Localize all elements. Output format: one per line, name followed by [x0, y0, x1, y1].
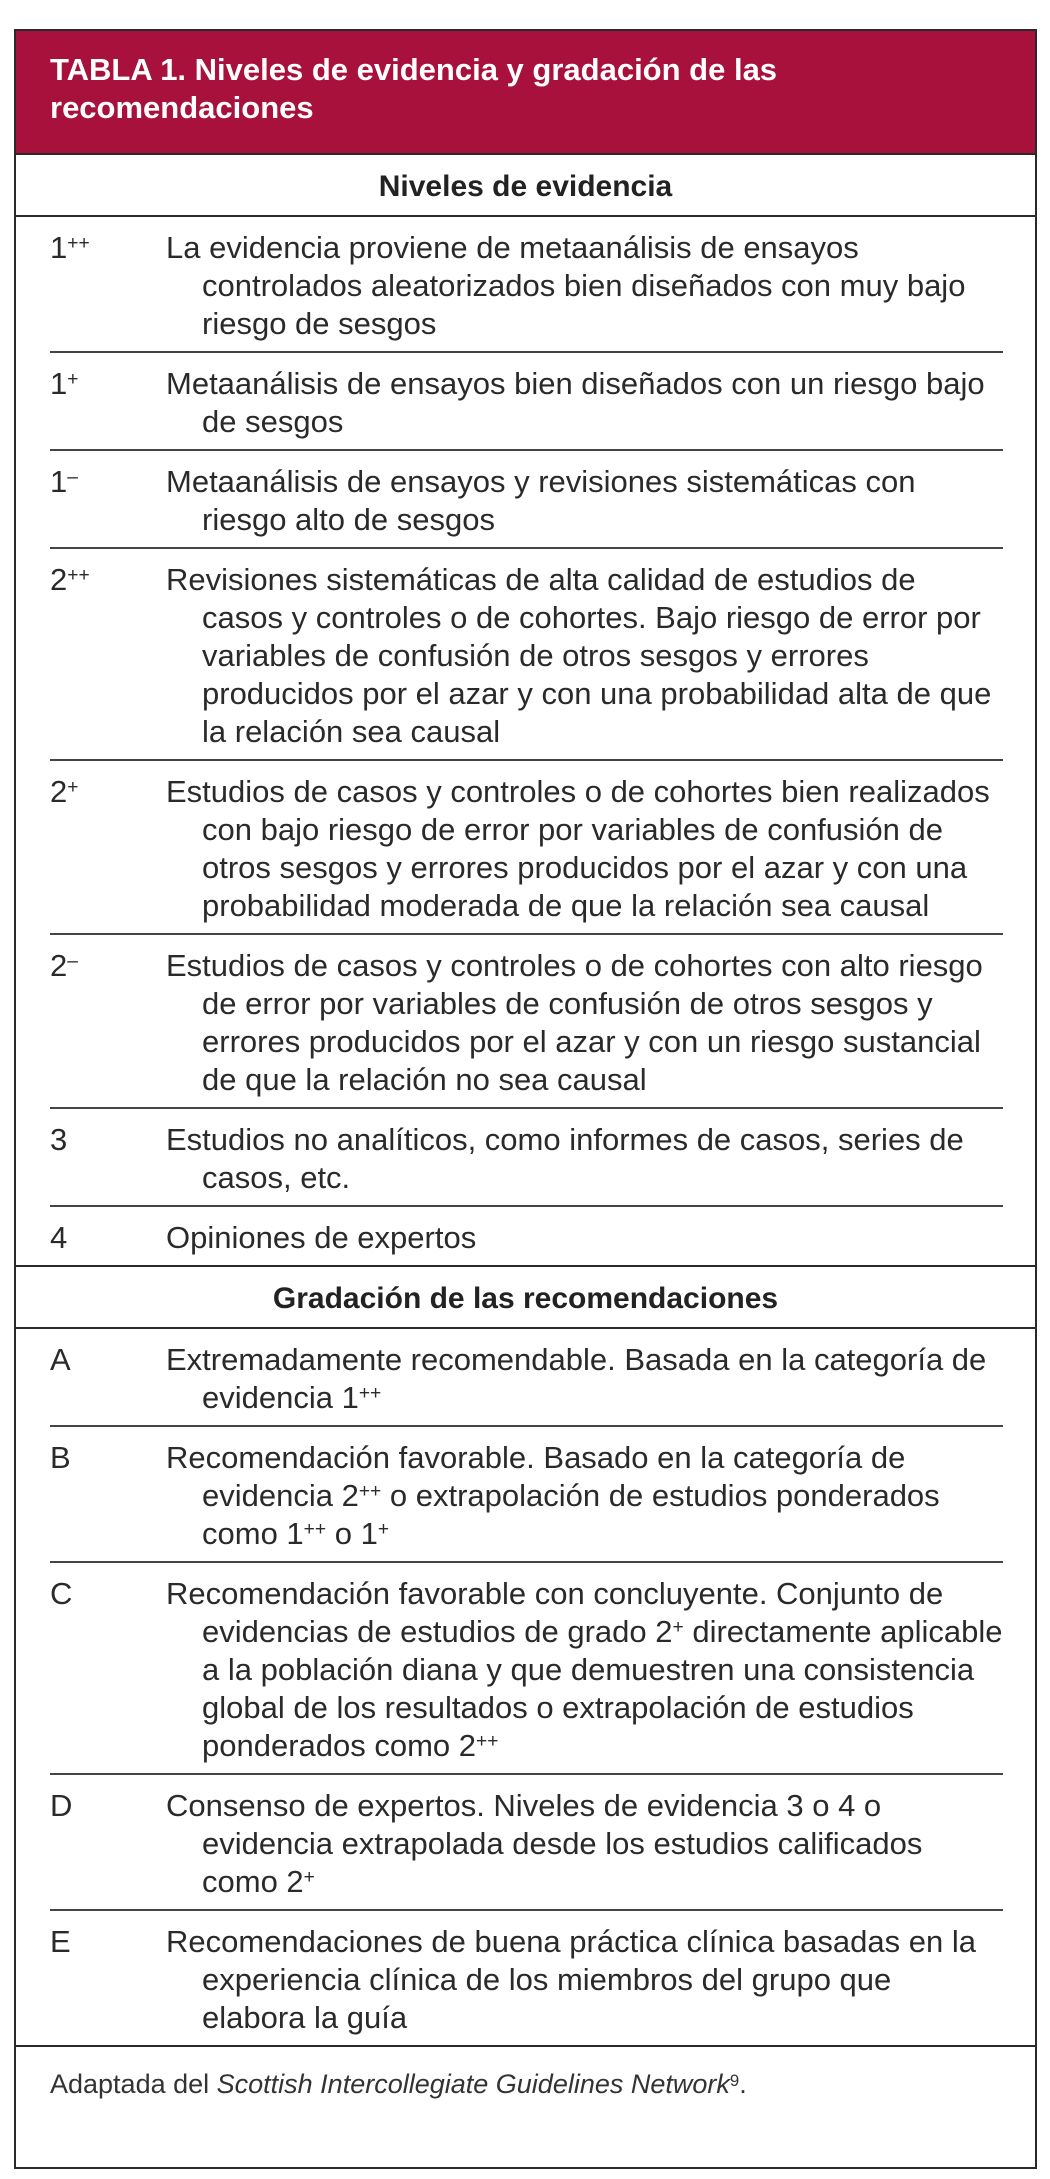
evidence-level-number: 2 — [50, 948, 68, 983]
evidence-level-number: 1 — [50, 464, 68, 499]
grade-text: o 1 — [326, 1516, 378, 1551]
grade-description — [166, 1329, 1003, 1417]
grades-list — [16, 1329, 1035, 2045]
grade-superscript: + — [377, 1519, 390, 1540]
grade-row — [50, 1563, 1003, 1775]
grade-text: directamente aplicable a la población diana y que demuestren una consistencia global de los resultados o extrapolación de estudios ponderados como 2 — [202, 1614, 1003, 1763]
grade-text: o extrapolación de estudios ponderados como 1 — [202, 1478, 940, 1551]
grade-text: Extremadamente recomendable. Basada en la categoría de evidencia 1 — [166, 1342, 987, 1415]
footnote-prefix: Adaptada del — [50, 2069, 217, 2099]
evidence-level-description: Metaanálisis de ensayos bien diseñados con un riesgo bajo de sesgos — [166, 366, 985, 439]
evidence-row — [50, 549, 1003, 761]
evidence-level-code — [50, 1109, 166, 1197]
footnote-suffix: . — [739, 2069, 747, 2099]
footnote-source: Scottish Intercollegiate Guidelines Network — [216, 2069, 730, 2099]
grade-superscript: + — [672, 1617, 684, 1638]
evidence-level-number: 2 — [50, 562, 68, 597]
grade-superscript: ++ — [358, 1481, 382, 1502]
evidence-level-number: 2 — [50, 774, 68, 809]
evidence-row — [50, 451, 1003, 549]
grade-row — [50, 1329, 1003, 1427]
evidence-row — [50, 217, 1003, 353]
evidence-level-modifier: – — [67, 467, 78, 488]
evidence-table — [14, 29, 1037, 2169]
evidence-row — [50, 1207, 1003, 1265]
evidence-level-code — [50, 1207, 166, 1257]
evidence-level-number: 4 — [50, 1220, 68, 1255]
grade-letter: E — [50, 1924, 71, 1959]
evidence-level-modifier: ++ — [67, 233, 90, 254]
grade-row — [50, 1911, 1003, 2045]
evidence-row — [50, 353, 1003, 451]
grade-description — [166, 1427, 1003, 1553]
evidence-level-description: La evidencia proviene de metaanálisis de ensayos controlados aleatorizados bien diseñados con muy bajo riesgo de sesgos — [166, 230, 966, 341]
grade-letter: B — [50, 1440, 71, 1475]
evidence-level-description: Estudios de casos y controles o de cohortes bien realizados con bajo riesgo de error por variables de confusión de otros sesgos y errores producidos por el azar y con una probabilidad moderada de que la relación sea causal — [166, 774, 990, 923]
grade-superscript: + — [303, 1867, 315, 1888]
evidence-level-number: 3 — [50, 1122, 68, 1157]
grade-description — [166, 1911, 1003, 2037]
evidence-level-code — [50, 549, 166, 751]
evidence-level-modifier: + — [67, 777, 79, 798]
evidence-level-modifier: ++ — [67, 565, 90, 586]
evidence-level-number: 1 — [50, 230, 68, 265]
evidence-row — [50, 1109, 1003, 1207]
grade-superscript: ++ — [358, 1383, 382, 1404]
grade-letter: C — [50, 1576, 73, 1611]
grade-description — [166, 1775, 1003, 1901]
grade-superscript: ++ — [476, 1731, 499, 1752]
grade-text: Recomendación favorable con concluyente. Conjunto de evidencias de estudios de grado 2 — [166, 1576, 944, 1649]
evidence-level-description: Metaanálisis de ensayos y revisiones sistemáticas con riesgo alto de sesgos — [166, 464, 916, 537]
table-title: TABLA 1. Niveles de evidencia y gradación de las recomendaciones — [16, 31, 1035, 153]
grade-text: Recomendaciones de buena práctica clínica basadas en la experiencia clínica de los miembros del grupo que elabora la guía — [166, 1924, 976, 2035]
evidence-level-code — [50, 451, 166, 539]
evidence-level-description: Revisiones sistemáticas de alta calidad de estudios de casos y controles o de cohortes. Bajo riesgo de error por variables de confusión de otros sesgos y errores producidos por el azar y con una probabilidad alta de que la relación sea causal — [166, 562, 992, 749]
evidence-level-code — [50, 761, 166, 925]
evidence-section-title: Niveles de evidencia — [16, 153, 1035, 217]
evidence-level-description: Estudios no analíticos, como informes de casos, series de casos, etc. — [166, 1122, 964, 1195]
grade-text: Consenso de expertos. Niveles de evidencia 3 o 4 o evidencia extrapolada desde los estudios calificados como 2 — [166, 1788, 923, 1899]
grade-text: Recomendación favorable. Basado en la categoría de evidencia 2 — [166, 1440, 906, 1513]
grade-description — [166, 1563, 1003, 1765]
grade-superscript: ++ — [303, 1519, 327, 1540]
evidence-level-code — [50, 935, 166, 1099]
evidence-level-description: Opiniones de expertos — [166, 1220, 477, 1255]
evidence-row — [50, 761, 1003, 935]
evidence-levels-list — [16, 217, 1035, 1265]
evidence-level-code — [50, 217, 166, 343]
evidence-level-modifier: – — [67, 951, 78, 972]
evidence-row — [50, 935, 1003, 1109]
grade-letter: A — [50, 1342, 71, 1377]
grade-row — [50, 1775, 1003, 1911]
evidence-level-description: Estudios de casos y controles o de cohortes con alto riesgo de error por variables de confusión de otros sesgos y errores producidos por el azar y con un riesgo sustancial de que la relación no sea causal — [166, 948, 983, 1097]
evidence-level-modifier: + — [67, 369, 79, 390]
grade-letter: D — [50, 1788, 73, 1823]
evidence-level-number: 1 — [50, 366, 68, 401]
grades-section-title: Gradación de las recomendaciones — [16, 1265, 1035, 1329]
grade-row — [50, 1427, 1003, 1563]
table-footnote — [16, 2045, 1035, 2122]
footnote-reference: 9 — [729, 2071, 740, 2090]
evidence-level-code — [50, 353, 166, 441]
